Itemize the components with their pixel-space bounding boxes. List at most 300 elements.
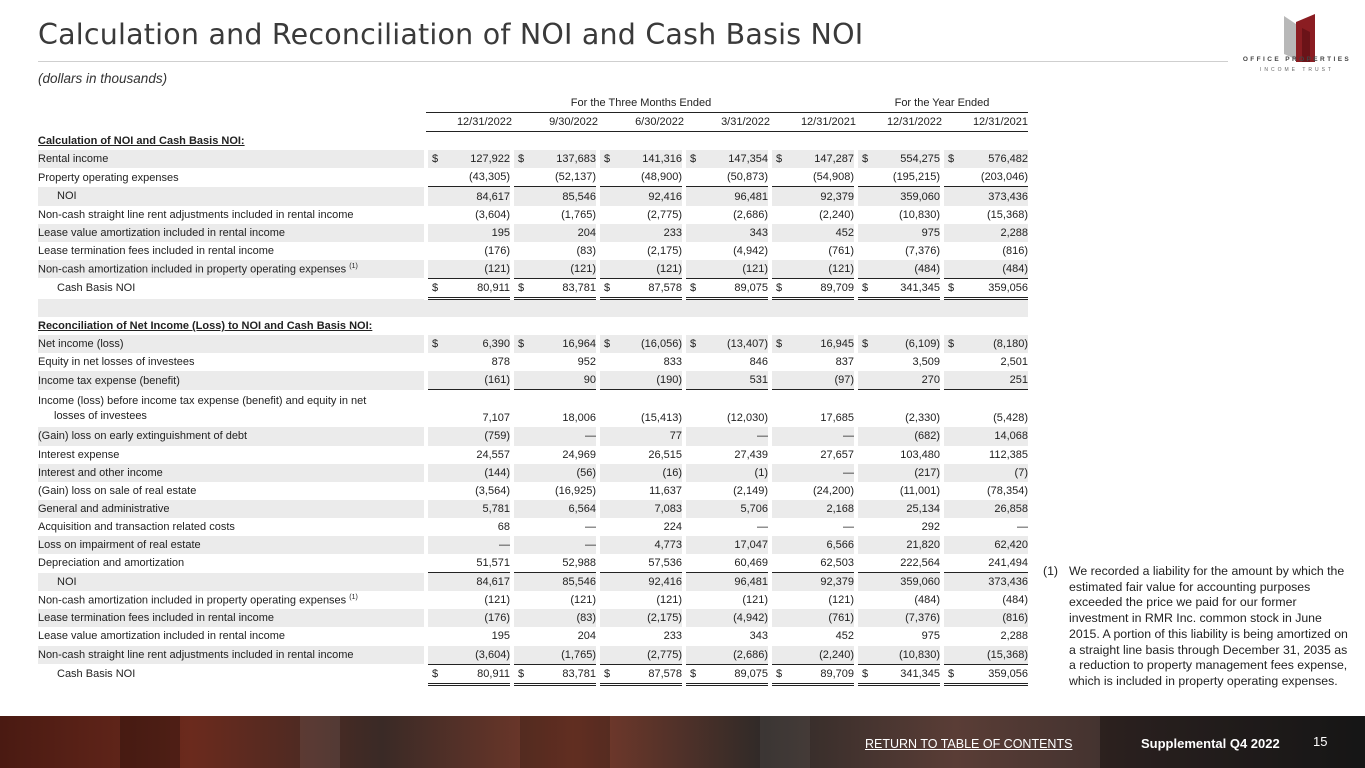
value-cell bbox=[512, 371, 598, 390]
value-cell bbox=[598, 353, 684, 371]
value-cell bbox=[598, 627, 684, 645]
value-text: 90 bbox=[583, 374, 596, 387]
table-row bbox=[38, 390, 1028, 428]
value-text: 204 bbox=[577, 226, 596, 239]
value-cell bbox=[512, 464, 598, 482]
value-cell bbox=[426, 482, 512, 500]
value-text: (1) bbox=[754, 466, 768, 479]
value-text: 359,056 bbox=[988, 667, 1028, 680]
value-text: (48,900) bbox=[641, 171, 682, 184]
value-text: (15,368) bbox=[987, 648, 1028, 661]
value-text: 57,536 bbox=[648, 557, 682, 570]
logo-wordmark: OFFICE PROPERTIES bbox=[1242, 56, 1352, 63]
value-text: (144) bbox=[484, 466, 510, 479]
row-label bbox=[38, 591, 426, 609]
value-cell bbox=[856, 573, 942, 592]
value-text: (484) bbox=[1002, 594, 1028, 607]
value-text: 292 bbox=[921, 520, 940, 533]
value-text: (195,215) bbox=[892, 171, 940, 184]
value-cell bbox=[512, 554, 598, 573]
currency-symbol: $ bbox=[690, 338, 697, 351]
value-text: 6,566 bbox=[826, 539, 854, 552]
value-text: (24,200) bbox=[813, 484, 854, 497]
value-text: 2,288 bbox=[1000, 630, 1028, 643]
currency-symbol: $ bbox=[862, 338, 869, 351]
value-cell bbox=[684, 646, 770, 665]
row-label bbox=[38, 518, 426, 536]
row-label bbox=[38, 390, 426, 428]
value-text: 92,379 bbox=[820, 576, 854, 589]
value-cell bbox=[512, 536, 598, 554]
value-text: 89,075 bbox=[734, 281, 768, 294]
value-cell bbox=[856, 627, 942, 645]
value-cell bbox=[942, 482, 1028, 500]
value-text: 89,709 bbox=[820, 667, 854, 680]
value-cell bbox=[512, 168, 598, 187]
row-label bbox=[38, 573, 426, 592]
currency-symbol: $ bbox=[690, 667, 697, 680]
value-text: 233 bbox=[663, 226, 682, 239]
value-text: 952 bbox=[577, 356, 596, 369]
value-text: (217) bbox=[914, 466, 940, 479]
value-text: (2,686) bbox=[733, 208, 768, 221]
currency-symbol: $ bbox=[948, 338, 955, 351]
value-text: (16) bbox=[662, 466, 682, 479]
value-cell bbox=[598, 554, 684, 573]
value-text: 7,107 bbox=[482, 412, 510, 425]
value-cell bbox=[942, 353, 1028, 371]
value-cell bbox=[684, 260, 770, 279]
value-cell bbox=[770, 446, 856, 464]
value-text: 92,416 bbox=[648, 576, 682, 589]
value-text: (203,046) bbox=[980, 171, 1028, 184]
value-text: (121) bbox=[484, 262, 510, 275]
value-cell bbox=[684, 518, 770, 536]
value-text: 51,571 bbox=[476, 557, 510, 570]
value-cell bbox=[856, 206, 942, 224]
row-label-text: Non-cash straight line rent adjustments included in rental income bbox=[38, 208, 354, 221]
value-text: 141,316 bbox=[642, 153, 682, 166]
value-cell bbox=[856, 482, 942, 500]
value-text: 341,345 bbox=[900, 281, 940, 294]
value-cell bbox=[942, 627, 1028, 645]
value-cell bbox=[770, 371, 856, 390]
value-text: (484) bbox=[914, 262, 940, 275]
value-cell bbox=[684, 464, 770, 482]
row-label-text: Acquisition and transaction related costs bbox=[38, 520, 235, 533]
value-cell bbox=[426, 646, 512, 665]
value-text: 833 bbox=[663, 356, 682, 369]
value-text: (2,686) bbox=[733, 648, 768, 661]
value-text: 60,469 bbox=[734, 557, 768, 570]
value-text: 26,515 bbox=[648, 448, 682, 461]
value-cell bbox=[426, 573, 512, 592]
value-text: (3,604) bbox=[475, 208, 510, 221]
value-cell bbox=[426, 518, 512, 536]
value-text: (816) bbox=[1002, 612, 1028, 625]
value-cell bbox=[512, 591, 598, 609]
value-cell bbox=[684, 627, 770, 645]
value-cell bbox=[942, 446, 1028, 464]
currency-symbol: $ bbox=[776, 281, 783, 294]
units-note: (dollars in thousands) bbox=[38, 71, 168, 86]
value-cell bbox=[684, 353, 770, 371]
currency-symbol: $ bbox=[604, 153, 611, 166]
value-cell bbox=[598, 500, 684, 518]
currency-symbol: $ bbox=[518, 153, 525, 166]
value-text: — bbox=[1017, 520, 1028, 533]
row-label-text: NOI bbox=[57, 190, 77, 203]
value-text: 62,503 bbox=[820, 557, 854, 570]
row-label-line1: Income (loss) before income tax expense (benefit) and equity in net bbox=[38, 395, 367, 408]
value-text: 84,617 bbox=[476, 576, 510, 589]
row-label bbox=[38, 500, 426, 518]
value-cell bbox=[856, 536, 942, 554]
value-text: (3,604) bbox=[475, 648, 510, 661]
value-text: 241,494 bbox=[988, 557, 1028, 570]
row-label bbox=[38, 206, 426, 224]
value-cell bbox=[770, 464, 856, 482]
value-text: 87,578 bbox=[648, 667, 682, 680]
table-row bbox=[38, 446, 1028, 464]
value-text: (121) bbox=[656, 594, 682, 607]
currency-symbol: $ bbox=[604, 281, 611, 294]
row-label-text: Property operating expenses bbox=[38, 171, 179, 184]
table-row bbox=[38, 260, 1028, 279]
section-title: Reconciliation of Net Income (Loss) to NOI and Cash Basis NOI: bbox=[38, 320, 373, 333]
value-text: 975 bbox=[921, 226, 940, 239]
value-text: (4,942) bbox=[733, 244, 768, 257]
value-text: (761) bbox=[828, 244, 854, 257]
value-text: 204 bbox=[577, 630, 596, 643]
value-text: 52,988 bbox=[562, 557, 596, 570]
value-cell bbox=[426, 500, 512, 518]
value-text: 878 bbox=[491, 356, 510, 369]
return-to-toc-link[interactable]: RETURN TO TABLE OF CONTENTS bbox=[865, 737, 1073, 751]
row-label bbox=[38, 187, 426, 206]
value-cell bbox=[942, 335, 1028, 353]
value-text: 27,439 bbox=[734, 448, 768, 461]
value-cell bbox=[770, 664, 856, 684]
row-label bbox=[38, 278, 426, 298]
row-label-text: Rental income bbox=[38, 153, 109, 166]
table-row bbox=[38, 353, 1028, 371]
three-months-header: For the Three Months Ended bbox=[426, 94, 856, 113]
value-text: 89,075 bbox=[734, 667, 768, 680]
value-text: 452 bbox=[835, 630, 854, 643]
page-title: Calculation and Reconciliation of NOI and Cash Basis NOI bbox=[38, 18, 864, 51]
table-row bbox=[38, 371, 1028, 390]
value-cell bbox=[426, 390, 512, 428]
value-cell bbox=[426, 427, 512, 445]
value-text: 222,564 bbox=[900, 557, 940, 570]
value-text: (484) bbox=[914, 594, 940, 607]
footnote-ref: (1) bbox=[349, 262, 358, 270]
value-text: 83,781 bbox=[562, 281, 596, 294]
row-label bbox=[38, 168, 426, 187]
value-text: — bbox=[585, 539, 596, 552]
value-cell bbox=[856, 609, 942, 627]
value-cell bbox=[598, 591, 684, 609]
value-text: 452 bbox=[835, 226, 854, 239]
value-text: (7,376) bbox=[905, 244, 940, 257]
value-text: 975 bbox=[921, 630, 940, 643]
value-cell bbox=[512, 260, 598, 279]
value-text: 127,922 bbox=[470, 153, 510, 166]
value-cell bbox=[684, 278, 770, 298]
value-cell bbox=[684, 371, 770, 390]
value-cell bbox=[598, 446, 684, 464]
value-cell bbox=[598, 260, 684, 279]
value-text: (176) bbox=[484, 612, 510, 625]
value-text: (682) bbox=[914, 430, 940, 443]
value-text: (2,240) bbox=[819, 648, 854, 661]
value-text: (11,001) bbox=[899, 484, 940, 497]
row-label-line2: losses of investees bbox=[54, 410, 147, 423]
value-text: (121) bbox=[484, 594, 510, 607]
value-text: 21,820 bbox=[906, 539, 940, 552]
page-number: 15 bbox=[1313, 734, 1328, 749]
currency-symbol: $ bbox=[432, 281, 439, 294]
value-cell bbox=[684, 168, 770, 187]
value-text: 24,557 bbox=[476, 448, 510, 461]
row-label-text: Lease termination fees included in rental income bbox=[38, 612, 275, 625]
value-text: 25,134 bbox=[906, 502, 940, 515]
currency-symbol: $ bbox=[948, 153, 955, 166]
value-cell bbox=[598, 664, 684, 684]
value-cell bbox=[684, 664, 770, 684]
value-text: 77 bbox=[669, 430, 682, 443]
value-text: 27,657 bbox=[820, 448, 854, 461]
period-group-header bbox=[38, 94, 1028, 113]
currency-symbol: $ bbox=[604, 667, 611, 680]
table-row bbox=[38, 591, 1028, 609]
value-text: 359,060 bbox=[900, 190, 940, 203]
value-text: 80,911 bbox=[477, 667, 510, 680]
value-text: 341,345 bbox=[900, 667, 940, 680]
value-cell bbox=[770, 536, 856, 554]
table-row bbox=[38, 664, 1028, 684]
table-row bbox=[38, 627, 1028, 645]
value-cell bbox=[856, 664, 942, 684]
value-text: (121) bbox=[742, 262, 768, 275]
currency-symbol: $ bbox=[432, 667, 439, 680]
value-text: 270 bbox=[921, 374, 940, 387]
value-text: (4,942) bbox=[733, 612, 768, 625]
value-text: 96,481 bbox=[734, 190, 768, 203]
value-text: (16,925) bbox=[555, 484, 596, 497]
value-text: 359,060 bbox=[900, 576, 940, 589]
value-cell bbox=[426, 224, 512, 242]
title-divider bbox=[38, 61, 1228, 62]
table-row bbox=[38, 278, 1028, 298]
value-text: (6,109) bbox=[905, 338, 940, 351]
row-label bbox=[38, 242, 426, 260]
value-text: (2,775) bbox=[647, 648, 682, 661]
value-text: 5,781 bbox=[482, 502, 510, 515]
value-text: 92,379 bbox=[820, 190, 854, 203]
value-cell bbox=[942, 464, 1028, 482]
value-text: 6,564 bbox=[568, 502, 596, 515]
value-text: (190) bbox=[656, 374, 682, 387]
value-text: (121) bbox=[570, 262, 596, 275]
value-cell bbox=[856, 278, 942, 298]
value-text: 16,945 bbox=[820, 338, 854, 351]
value-text: 17,047 bbox=[734, 539, 768, 552]
value-cell bbox=[512, 242, 598, 260]
currency-symbol: $ bbox=[776, 667, 783, 680]
value-text: (2,149) bbox=[733, 484, 768, 497]
currency-symbol: $ bbox=[862, 153, 869, 166]
value-cell bbox=[684, 573, 770, 592]
value-cell bbox=[942, 573, 1028, 592]
row-label-text: Non-cash amortization included in property operating expenses bbox=[38, 594, 347, 607]
value-cell bbox=[856, 353, 942, 371]
value-cell bbox=[598, 482, 684, 500]
value-text: 137,683 bbox=[556, 153, 596, 166]
currency-symbol: $ bbox=[432, 338, 439, 351]
value-cell bbox=[770, 573, 856, 592]
value-text: — bbox=[757, 520, 768, 533]
value-cell bbox=[856, 427, 942, 445]
value-cell bbox=[684, 554, 770, 573]
value-cell bbox=[684, 150, 770, 168]
row-label-text: Non-cash straight line rent adjustments included in rental income bbox=[38, 648, 354, 661]
value-text: (83) bbox=[576, 244, 596, 257]
value-cell bbox=[856, 464, 942, 482]
value-text: (8,180) bbox=[993, 338, 1028, 351]
value-text: (161) bbox=[484, 374, 510, 387]
table-row bbox=[38, 242, 1028, 260]
value-text: 2,168 bbox=[826, 502, 854, 515]
date-header: 3/31/2022 bbox=[684, 113, 770, 132]
value-cell bbox=[512, 500, 598, 518]
value-cell bbox=[598, 646, 684, 665]
value-text: (15,413) bbox=[641, 412, 682, 425]
value-text: (97) bbox=[834, 374, 854, 387]
value-cell bbox=[856, 390, 942, 428]
value-text: 80,911 bbox=[477, 281, 510, 294]
row-label bbox=[38, 224, 426, 242]
value-cell bbox=[942, 554, 1028, 573]
value-cell bbox=[942, 278, 1028, 298]
row-label-text: Depreciation and amortization bbox=[38, 557, 185, 570]
value-text: 224 bbox=[663, 520, 682, 533]
value-cell bbox=[770, 591, 856, 609]
value-cell bbox=[598, 224, 684, 242]
value-cell bbox=[598, 609, 684, 627]
value-cell bbox=[512, 335, 598, 353]
value-cell bbox=[684, 446, 770, 464]
value-text: 343 bbox=[749, 226, 768, 239]
value-text: 84,617 bbox=[476, 190, 510, 203]
value-text: (7) bbox=[1014, 466, 1028, 479]
row-label-text: Lease termination fees included in rental income bbox=[38, 244, 275, 257]
date-header-row bbox=[38, 113, 1028, 132]
value-text: 26,858 bbox=[994, 502, 1028, 515]
table-row bbox=[38, 500, 1028, 518]
currency-symbol: $ bbox=[776, 153, 783, 166]
footnote-text: We recorded a liability for the amount by which the estimated fair value for accounting purposes exceeded the price we paid for our former investment in RMR Inc. common stock in June 2015. A portion of this liability is being amortized on a straight line basis through December 31, 2035 as a reduction to property management fees expense, which is included in property operating expenses. bbox=[1069, 564, 1348, 688]
value-cell bbox=[856, 591, 942, 609]
value-text: — bbox=[843, 430, 854, 443]
value-cell bbox=[942, 609, 1028, 627]
value-text: — bbox=[843, 466, 854, 479]
row-label-text: General and administrative bbox=[38, 502, 170, 515]
value-cell bbox=[512, 627, 598, 645]
value-cell bbox=[684, 206, 770, 224]
table-row bbox=[38, 464, 1028, 482]
value-text: — bbox=[499, 539, 510, 552]
section-header-row bbox=[38, 132, 1028, 151]
logo-tagline: INCOME TRUST bbox=[1260, 67, 1334, 73]
year-header: For the Year Ended bbox=[856, 94, 1028, 113]
value-cell bbox=[598, 371, 684, 390]
value-cell bbox=[684, 591, 770, 609]
value-text: 6,390 bbox=[482, 338, 510, 351]
value-text: 96,481 bbox=[734, 576, 768, 589]
value-cell bbox=[856, 554, 942, 573]
value-text: 85,546 bbox=[562, 576, 596, 589]
value-cell bbox=[426, 446, 512, 464]
row-label bbox=[38, 536, 426, 554]
value-text: 24,969 bbox=[562, 448, 596, 461]
value-text: 85,546 bbox=[562, 190, 596, 203]
row-label bbox=[38, 646, 426, 665]
value-cell bbox=[684, 482, 770, 500]
value-text: 846 bbox=[749, 356, 768, 369]
value-text: (484) bbox=[1002, 262, 1028, 275]
value-cell bbox=[942, 536, 1028, 554]
value-cell bbox=[684, 187, 770, 206]
row-label-text: (Gain) loss on early extinguishment of debt bbox=[38, 430, 248, 443]
footnote bbox=[1043, 564, 1355, 690]
table-row bbox=[38, 482, 1028, 500]
value-text: (1,765) bbox=[561, 208, 596, 221]
value-text: 18,006 bbox=[562, 412, 596, 425]
row-label-text: Lease value amortization included in rental income bbox=[38, 226, 286, 239]
value-cell bbox=[942, 390, 1028, 428]
value-cell bbox=[426, 554, 512, 573]
value-cell bbox=[684, 242, 770, 260]
value-cell bbox=[942, 518, 1028, 536]
value-text: — bbox=[585, 430, 596, 443]
value-text: 7,083 bbox=[654, 502, 682, 515]
value-text: (759) bbox=[484, 430, 510, 443]
value-text: 251 bbox=[1009, 374, 1028, 387]
value-text: 2,501 bbox=[1000, 356, 1028, 369]
value-text: (121) bbox=[656, 262, 682, 275]
footnote-number: (1) bbox=[1043, 564, 1059, 578]
value-text: (12,030) bbox=[727, 412, 768, 425]
value-text: 83,781 bbox=[562, 667, 596, 680]
value-text: (52,137) bbox=[555, 171, 596, 184]
table-row bbox=[38, 646, 1028, 665]
row-label-text: Loss on impairment of real estate bbox=[38, 539, 201, 552]
value-cell bbox=[512, 187, 598, 206]
row-label bbox=[38, 609, 426, 627]
value-cell bbox=[942, 242, 1028, 260]
value-text: 343 bbox=[749, 630, 768, 643]
value-text: 531 bbox=[749, 374, 768, 387]
value-text: 576,482 bbox=[988, 153, 1028, 166]
value-text: (5,428) bbox=[993, 412, 1028, 425]
value-cell bbox=[942, 224, 1028, 242]
value-cell bbox=[856, 242, 942, 260]
currency-symbol: $ bbox=[518, 667, 525, 680]
value-cell bbox=[512, 518, 598, 536]
noi-table bbox=[38, 94, 1028, 686]
